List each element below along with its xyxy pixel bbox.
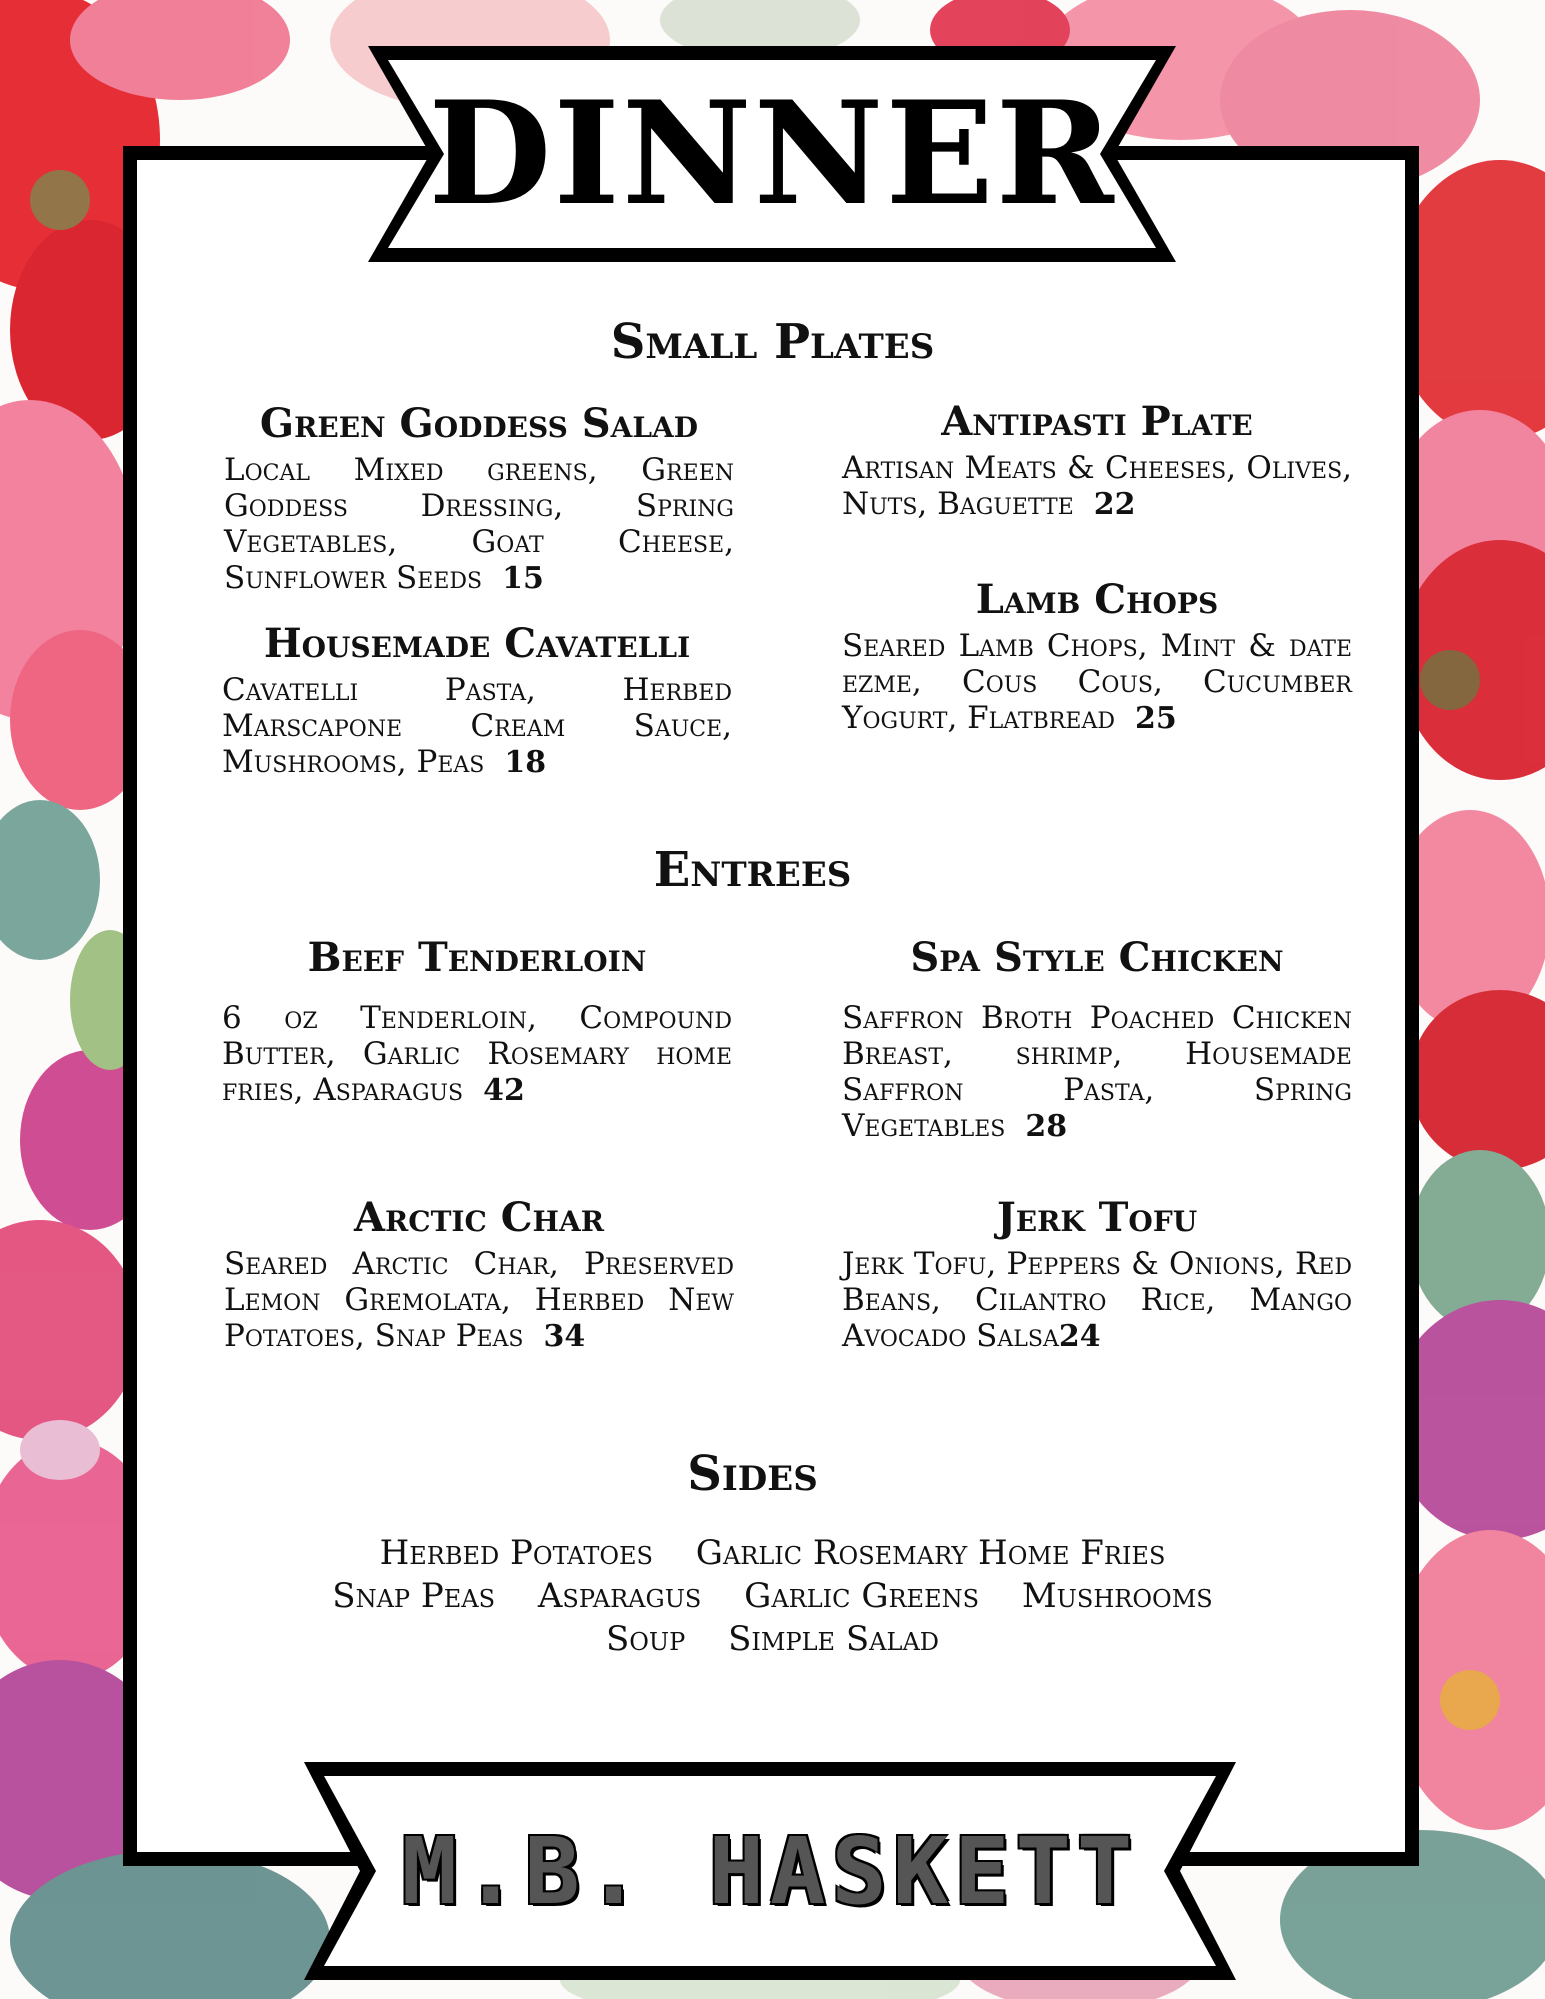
item-price: 22 [1093, 487, 1136, 522]
menu-item [222, 620, 732, 781]
item-price: 24 [1058, 1319, 1101, 1354]
item-description: Saffron Broth Poached Chicken Breast, shrimp, Housemade Saffron Pasta, Spring Vegetables 28 [842, 1000, 1352, 1144]
item-name: Lamb Chops [975, 576, 1219, 623]
item-name: Jerk Tofu [996, 1194, 1198, 1241]
side-item: Snap Peas [332, 1576, 496, 1616]
item-price: 25 [1134, 701, 1177, 736]
menu-title: DINNER [428, 71, 1116, 237]
sides-row [0, 1575, 1545, 1618]
side-item: Simple Salad [728, 1619, 940, 1659]
side-item: Herbed Potatoes [379, 1533, 653, 1573]
item-price: 28 [1025, 1109, 1068, 1144]
title-banner [362, 40, 1182, 268]
item-description: Seared Lamb Chops, Mint & date ezme, Cous Cous, Cucumber Yogurt, Flatbread 25 [842, 628, 1352, 736]
item-name: Beef Tenderloin [307, 934, 647, 981]
item-name: Antipasti Plate [941, 398, 1253, 445]
item-description: Seared Arctic Char, Preserved Lemon Gremolata, Herbed New Potatoes, Snap Peas 34 [224, 1246, 734, 1354]
menu-item [842, 576, 1352, 737]
side-item: Soup [605, 1619, 686, 1659]
item-name: Green Goddess Salad [259, 400, 699, 447]
item-name: Housemade Cavatelli [263, 620, 691, 667]
item-price: 15 [502, 561, 544, 596]
item-description: Jerk Tofu, Peppers & Onions, Red Beans, Cilantro Rice, Mango Avocado Salsa24 [842, 1246, 1352, 1354]
side-item: Garlic Rosemary Home Fries [695, 1533, 1166, 1573]
menu-item [224, 400, 734, 597]
menu-item [224, 1194, 734, 1355]
section-title-sides: Sides [687, 1446, 818, 1502]
item-price: 34 [543, 1319, 586, 1354]
footer-banner [300, 1756, 1240, 1986]
side-item: Garlic Greens [744, 1576, 980, 1616]
sides-row [0, 1618, 1545, 1661]
menu-item [842, 398, 1352, 523]
restaurant-logo: M.B. HASKETT [401, 1817, 1139, 1925]
menu-item [842, 1194, 1352, 1355]
side-item: Asparagus [537, 1576, 702, 1616]
item-price: 42 [483, 1073, 525, 1108]
item-price: 18 [504, 745, 547, 780]
item-name: Arctic Char [353, 1194, 605, 1241]
menu-item [842, 934, 1352, 1145]
item-description: 6 oz Tenderloin, Compound Butter, Garlic Rosemary home fries, Asparagus 42 [222, 1000, 732, 1108]
side-item: Mushrooms [1021, 1576, 1213, 1616]
item-description: Local Mixed greens, Green Goddess Dressing, Spring Vegetables, Goat Cheese, Sunflower Seeds 15 [224, 452, 734, 596]
sides-list [0, 1532, 1545, 1661]
section-title-entrees: Entrees [653, 842, 852, 898]
sides-row [0, 1532, 1545, 1575]
menu-item [222, 934, 732, 1109]
item-name: Spa Style Chicken [910, 934, 1284, 981]
item-description: Artisan Meats & Cheeses, Olives, Nuts, Baguette 22 [842, 450, 1352, 522]
item-description: Cavatelli Pasta, Herbed Marscapone Cream Sauce, Mushrooms, Peas 18 [222, 672, 732, 780]
section-title-small-plates: Small Plates [610, 314, 935, 370]
